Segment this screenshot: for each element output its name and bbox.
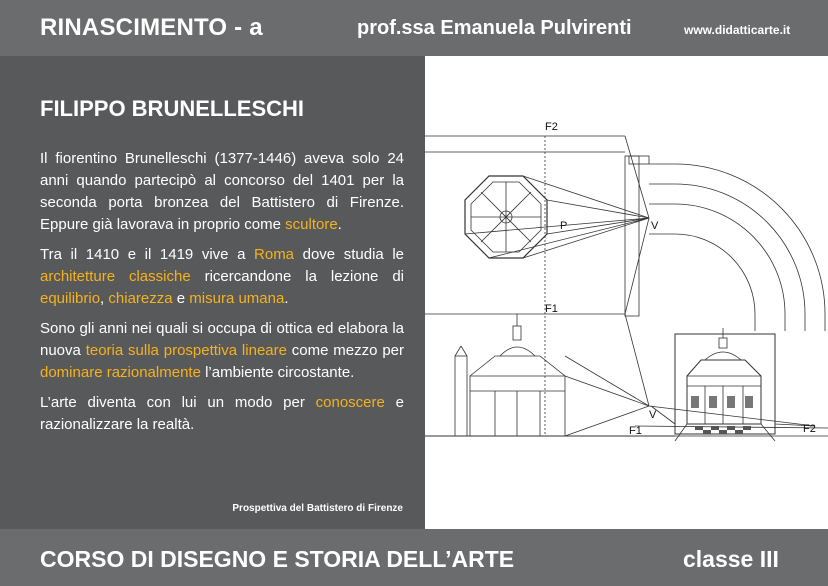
text-segment: l’ambiente circostante. xyxy=(200,364,355,381)
body-text xyxy=(40,148,404,444)
label-v-bottom: V xyxy=(649,409,657,421)
section-title: FILIPPO BRUNELLESCHI xyxy=(40,96,305,121)
author-name: prof.ssa Emanuela Pulvirenti xyxy=(357,17,632,39)
perspective-diagram xyxy=(425,56,828,529)
class-level: classe III xyxy=(683,546,779,572)
footer-bar xyxy=(0,529,828,586)
highlighted-term: architetture classiche xyxy=(40,268,191,285)
text-segment: e razionalizzare la realtà. xyxy=(40,394,404,433)
body-paragraph xyxy=(40,148,404,236)
label-f2-bottom: F2 xyxy=(803,423,816,435)
text-segment: Tra il 1410 e il 1419 vive a xyxy=(40,246,255,263)
course-title: CORSO DI DISEGNO E STORIA DELL’ARTE xyxy=(40,546,515,572)
text-segment: . xyxy=(284,290,289,307)
body-paragraph xyxy=(40,392,404,436)
text-panel xyxy=(0,56,425,529)
text-segment: Il fiorentino Brunelleschi (1377-1446) aveva solo 24 anni quando partecipò al concorso del 1401 per la seconda porta bronzea del Battistero di Firenze. Eppure già lavorava in proprio come xyxy=(40,150,404,233)
text-segment: come mezzo per xyxy=(286,342,404,359)
highlighted-term: misura umana xyxy=(189,290,285,307)
highlighted-term: teoria sulla prospettiva lineare xyxy=(85,342,287,359)
highlighted-term: equilibrio xyxy=(40,290,101,307)
page-title: RINASCIMENTO - a xyxy=(40,14,263,41)
highlighted-term: Roma xyxy=(254,246,295,263)
body-paragraph xyxy=(40,244,404,310)
text-segment: L’arte diventa con lui un modo per xyxy=(40,394,316,411)
highlighted-term: scultore xyxy=(285,216,338,233)
label-f1-mid: F1 xyxy=(545,303,558,315)
label-p: P xyxy=(560,220,568,232)
label-f1-bottom: F1 xyxy=(629,425,642,437)
label-v-top: V xyxy=(651,220,659,232)
text-segment: , xyxy=(100,290,109,307)
header-bar xyxy=(0,0,828,56)
image-caption: Prospettiva del Battistero di Firenze xyxy=(232,503,403,514)
website-link[interactable]: www.didatticarte.it xyxy=(684,23,791,37)
text-segment: dove studia le xyxy=(294,246,404,263)
text-segment: Sono gli anni nei quali si occupa di ottica ed elabora la nuova xyxy=(40,320,404,359)
label-f2-top: F2 xyxy=(545,121,558,133)
baptistery-perspective-drawing xyxy=(425,56,828,529)
highlighted-term: dominare razionalmente xyxy=(40,364,201,381)
highlighted-term: conoscere xyxy=(315,394,385,411)
text-segment: . xyxy=(337,216,342,233)
text-segment: e xyxy=(172,290,190,307)
body-paragraph xyxy=(40,318,404,384)
text-segment: ricercandone la lezione di xyxy=(190,268,404,285)
highlighted-term: chiarezza xyxy=(108,290,173,307)
